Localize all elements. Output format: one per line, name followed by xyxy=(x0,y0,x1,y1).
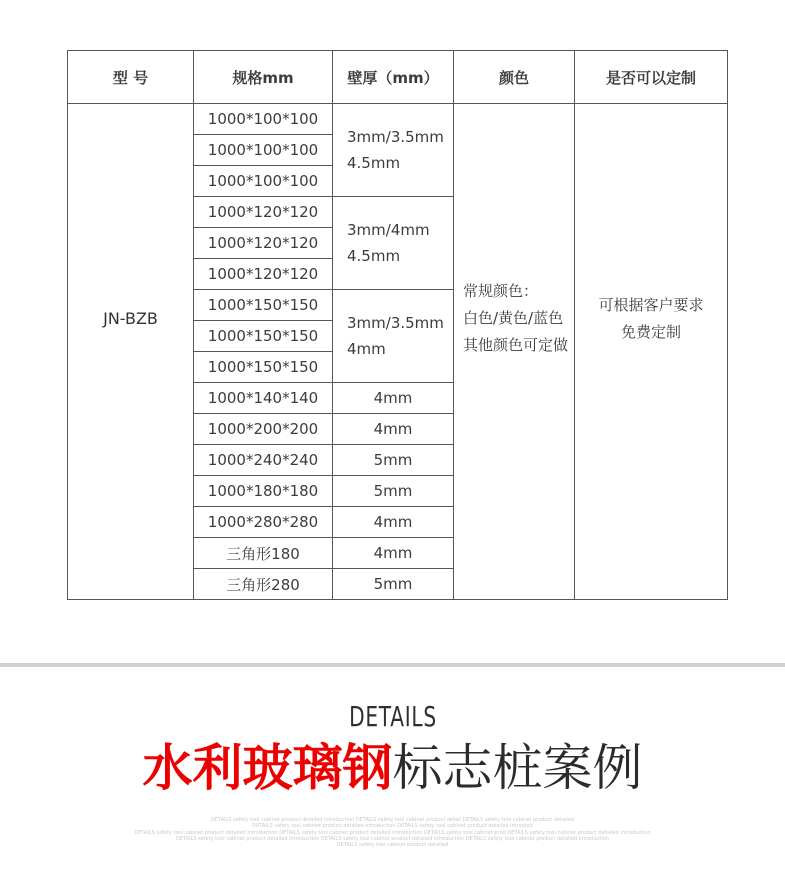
cell-line: 3mm/3.5mm xyxy=(347,128,444,146)
section-divider xyxy=(0,663,785,667)
spec-cell: 1000*150*150 xyxy=(194,321,333,352)
spec-table xyxy=(67,50,728,600)
watermark-line: DETAILS safety tool cabinet product detailed xyxy=(336,842,449,848)
cell-line: 3mm/3.5mm xyxy=(347,314,444,332)
color-cell xyxy=(454,104,575,600)
spec-cell: 1000*100*100 xyxy=(194,135,333,166)
col-header-thickness: 壁厚（mm） xyxy=(333,51,454,104)
spec-cell: 1000*120*120 xyxy=(194,197,333,228)
cell-line: 4.5mm xyxy=(347,154,401,172)
watermark-block-1 xyxy=(0,817,785,829)
col-header-spec: 规格mm xyxy=(194,51,333,104)
spec-cell: 1000*200*200 xyxy=(194,414,333,445)
thickness-cell xyxy=(333,197,454,290)
watermark-line: DETAILS safety tool cabinet product detailed introduction DETAILS safety tool cabinet product detailed introduction DETAILS safety tool cabinet prod DETAILS safety tool cabinet product detailed introduction xyxy=(134,830,651,836)
spec-cell: 三角形280 xyxy=(194,569,333,600)
thickness-cell xyxy=(333,507,454,538)
watermark-block-2 xyxy=(0,830,785,848)
thickness-cell xyxy=(333,569,454,600)
col-header-color: 颜色 xyxy=(454,51,575,104)
watermark-line: DETAILS safety tool cabinet product detailed introduction DETAILS safety tool cabinet product detailed introduction DETAILS safety tool cabinet product detailed introduction xyxy=(176,836,609,842)
col-header-custom: 是否可以定制 xyxy=(575,51,728,104)
spec-cell: 1000*150*150 xyxy=(194,290,333,321)
cell-line: 4mm xyxy=(347,340,386,358)
cell-line: 4mm xyxy=(373,544,413,562)
spec-cell: 1000*120*120 xyxy=(194,228,333,259)
thickness-cell xyxy=(333,290,454,383)
cell-line: 常规颜色： xyxy=(463,282,539,300)
thickness-cell xyxy=(333,383,454,414)
thickness-cell xyxy=(333,476,454,507)
spec-cell: 1000*240*240 xyxy=(194,445,333,476)
spec-cell: 1000*100*100 xyxy=(194,104,333,135)
spec-cell: 1000*150*150 xyxy=(194,352,333,383)
cell-line: 4.5mm xyxy=(347,247,401,265)
table-row xyxy=(68,104,728,135)
cell-line: 4mm xyxy=(373,389,413,407)
model-text: JN-BZB xyxy=(103,309,158,328)
spec-cell: 1000*280*280 xyxy=(194,507,333,538)
cell-line: 3mm/4mm xyxy=(347,221,430,239)
spec-cell: 1000*100*100 xyxy=(194,166,333,197)
headline xyxy=(0,738,785,798)
cell-line: 可根据客户要求 xyxy=(598,295,704,314)
thickness-cell xyxy=(333,414,454,445)
spec-table-header xyxy=(68,51,728,104)
spec-cell: 1000*140*140 xyxy=(194,383,333,414)
spec-cell: 1000*180*180 xyxy=(194,476,333,507)
cell-line: 白色/黄色/蓝色 xyxy=(463,309,564,327)
watermark-line: DETAILS safety tool cabinet product detailed introduction DETAILS safety tool cabinet product detail DETAILS safety tool cabinet product detailed xyxy=(210,817,575,823)
custom-text xyxy=(575,292,727,346)
spec-cell: 1000*120*120 xyxy=(194,259,333,290)
thickness-cell xyxy=(333,104,454,197)
headline-dark-text: 标志桩案例 xyxy=(392,739,643,797)
custom-cell xyxy=(575,104,728,600)
cell-line: 5mm xyxy=(373,482,413,500)
cell-line: 5mm xyxy=(373,451,413,469)
cell-line: 4mm xyxy=(373,420,413,438)
model-cell xyxy=(68,104,194,600)
spec-table-body xyxy=(68,104,728,600)
thickness-cell xyxy=(333,445,454,476)
color-text xyxy=(463,278,574,359)
cell-line: 5mm xyxy=(373,575,413,593)
cell-line: 免费定制 xyxy=(620,322,681,341)
watermark-line: DETAILS safety tool cabinet product detailed introduction DETAILS safety tool cabinet product detailed introduct xyxy=(252,823,533,829)
thickness-cell xyxy=(333,538,454,569)
col-header-model: 型 号 xyxy=(68,51,194,104)
header-row xyxy=(68,51,728,104)
cell-line: 其他颜色可定做 xyxy=(463,336,569,354)
details-title-wrap xyxy=(0,700,785,733)
spec-cell: 三角形180 xyxy=(194,538,333,569)
cell-line: 4mm xyxy=(373,513,413,531)
headline-red-text: 水利玻璃钢 xyxy=(142,739,393,797)
details-title: DETAILS xyxy=(348,700,437,733)
